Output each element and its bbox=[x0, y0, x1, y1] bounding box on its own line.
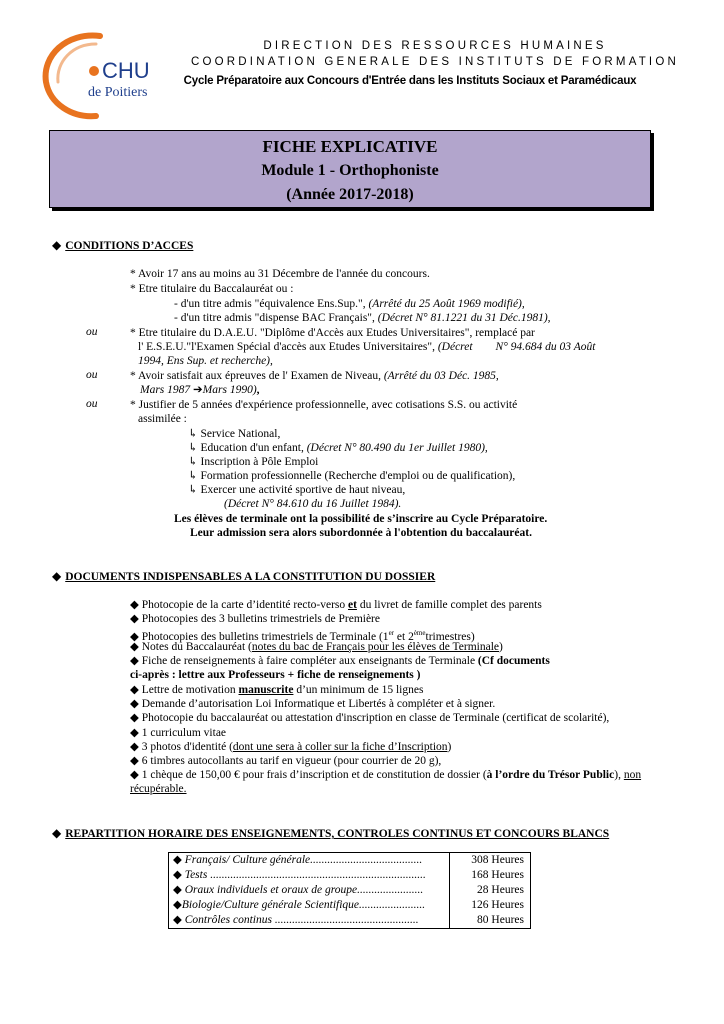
cond-line-5: * Etre titulaire du D.A.E.U. "Diplôme d'Accès aux Etudes Universitaires", remplacé par bbox=[130, 327, 535, 339]
hours-table bbox=[168, 852, 531, 929]
hand-arrow-icon: ↳ bbox=[188, 470, 201, 482]
diamond-bullet-icon: ◆ bbox=[52, 569, 62, 583]
subjects-cell bbox=[169, 853, 450, 929]
diamond-bullet-icon: ◆ bbox=[52, 826, 62, 840]
doc-item: ◆ Photocopies des 3 bulletins trimestriels de Première bbox=[130, 613, 380, 625]
doc-item: ◆ Photocopie de la carte d’identité recto-verso et du livret de famille complet des parents bbox=[130, 599, 542, 611]
subject-item: ◆ Français/ Culture générale....................................... bbox=[173, 854, 423, 866]
repartition-heading bbox=[52, 826, 609, 841]
cond-line-6: l' E.S.E.U."l'Examen Spécial d'accès aux Etudes Universitaires", (Décret N° 94.684 du 03 Août bbox=[138, 341, 596, 353]
cond-line-4: - d'un titre admis "dispense BAC Français", (Décret N° 81.1221 du 31 Déc.1981), bbox=[174, 312, 551, 324]
subject-item: ◆ Tests ........................................................................... bbox=[173, 869, 426, 881]
ou-label: ou bbox=[86, 398, 98, 410]
header-line-3: Cycle Préparatoire aux Concours d'Entrée dans les Instituts Sociaux et Paramédicaux bbox=[183, 75, 637, 87]
title-line-2: Module 1 - Orthophoniste bbox=[261, 162, 439, 179]
title-line-1: FICHE EXPLICATIVE bbox=[262, 137, 438, 156]
hours-value: 126 Heures bbox=[471, 899, 524, 911]
table-row bbox=[169, 853, 531, 929]
doc-item: ◆ Notes du Baccalauréat (notes du bac de Français pour les élèves de Terminale) bbox=[130, 641, 503, 653]
sub-item-decree: (Décret N° 84.610 du 16 Juillet 1984). bbox=[224, 498, 402, 510]
subject-item: ◆Biologie/Culture générale Scientifique....................... bbox=[173, 899, 426, 911]
sub-item: ↳ Service National, bbox=[188, 428, 281, 440]
cond-line-7: 1994, Ens Sup. et recherche), bbox=[138, 355, 273, 367]
sub-item: ↳ Exercer une activité sportive de haut niveau, bbox=[188, 484, 406, 496]
repartition-heading-label: REPARTITION HORAIRE DES ENSEIGNEMENTS, CONTROLES CONTINUS ET CONCOURS BLANCS bbox=[65, 828, 610, 840]
chu-logo-graphic bbox=[38, 30, 163, 120]
sub-item: ↳ Formation professionnelle (Recherche d'emploi ou de qualification), bbox=[188, 470, 516, 482]
doc-item: ◆ Photocopies des bulletins trimestriels de Terminale (1er et 2èmetrimestres) bbox=[130, 629, 475, 643]
hand-arrow-icon: ↳ bbox=[188, 456, 201, 468]
ou-label: ou bbox=[86, 369, 98, 381]
logo-main-text: CHU bbox=[102, 58, 150, 83]
subject-item: ◆ Oraux individuels et oraux de groupe....................... bbox=[173, 884, 424, 896]
hours-value: 308 Heures bbox=[471, 854, 524, 866]
chu-logo bbox=[38, 30, 163, 120]
hand-arrow-icon: ↳ bbox=[188, 484, 201, 496]
cond-line-10: * Justifier de 5 années d'expérience professionnelle, avec cotisations S.S. ou activité bbox=[130, 399, 518, 411]
hours-cell bbox=[450, 853, 531, 929]
logo-sub-text: de Poitiers bbox=[88, 85, 148, 100]
subject-item: ◆ Contrôles continus .................................................. bbox=[173, 914, 419, 926]
cond-line-3: - d'un titre admis "équivalence Ens.Sup.", (Arrêté du 25 Août 1969 modifié), bbox=[174, 298, 525, 310]
cond-line-2: * Etre titulaire du Baccalauréat ou : bbox=[130, 283, 294, 295]
cond-line-9: Mars 1987 ➔Mars 1990), bbox=[140, 384, 260, 396]
doc-item: ◆ Demande d’autorisation Loi Informatique et Libertés à compléter et à signer. bbox=[130, 698, 496, 710]
doc-item: ◆ 1 chèque de 150,00 € pour frais d’inscription et de constitution de dossier (à l’ordre du Trésor Public), non bbox=[130, 769, 642, 781]
hand-arrow-icon: ↳ bbox=[188, 442, 201, 454]
conditions-heading-label: CONDITIONS D’ACCES bbox=[65, 240, 194, 252]
documents-heading-label: DOCUMENTS INDISPENSABLES A LA CONSTITUTION DU DOSSIER bbox=[65, 571, 436, 583]
arrow-right-icon: ➔ bbox=[193, 384, 203, 396]
hand-arrow-icon: ↳ bbox=[188, 428, 201, 440]
doc-item: ◆ Lettre de motivation manuscrite d’un minimum de 15 lignes bbox=[130, 684, 424, 696]
doc-item: ◆ Photocopie du baccalauréat ou attestation d'inscription en classe de Terminale (certificat de scolarité), bbox=[130, 712, 610, 724]
diamond-bullet-icon: ◆ bbox=[52, 238, 62, 252]
cond-bold-1: Les élèves de terminale ont la possibilité de s’inscrire au Cycle Préparatoire. bbox=[174, 513, 548, 525]
doc-item: ◆ Fiche de renseignements à faire compléter aux enseignants de Terminale (Cf documents bbox=[130, 655, 550, 667]
doc-item-cont: ci-après : lettre aux Professeurs + fiche de renseignements ) bbox=[130, 669, 421, 681]
doc-item: ◆ 1 curriculum vitae bbox=[130, 727, 227, 739]
title-line-3: (Année 2017-2018) bbox=[286, 186, 414, 203]
conditions-heading bbox=[52, 238, 193, 253]
title-box bbox=[49, 130, 651, 208]
header-line-1: DIRECTION DES RESSOURCES HUMAINES bbox=[263, 40, 607, 52]
doc-item: ◆ 3 photos d'identité (dont une sera à coller sur la fiche d’Inscription) bbox=[130, 741, 452, 753]
cond-line-1: * Avoir 17 ans au moins au 31 Décembre de l'année du concours. bbox=[130, 268, 430, 280]
ou-label: ou bbox=[86, 326, 98, 338]
doc-item: ◆ 6 timbres autocollants au tarif en vigueur (pour courrier de 20 g), bbox=[130, 755, 442, 767]
hours-value: 80 Heures bbox=[477, 914, 524, 926]
sub-item: ↳ Inscription à Pôle Emploi bbox=[188, 456, 319, 468]
hours-value: 28 Heures bbox=[477, 884, 524, 896]
cond-bold-2: Leur admission sera alors subordonnée à l'obtention du baccalauréat. bbox=[190, 527, 532, 539]
cond-line-11: assimilée : bbox=[138, 413, 187, 425]
header-line-2: COORDINATION GENERALE DES INSTITUTS DE FORMATION bbox=[191, 56, 679, 68]
doc-item-cont: récupérable. bbox=[130, 783, 187, 795]
documents-heading bbox=[52, 569, 435, 584]
sub-item: ↳ Education d'un enfant, (Décret N° 80.490 du 1er Juillet 1980), bbox=[188, 442, 488, 454]
hours-value: 168 Heures bbox=[471, 869, 524, 881]
cond-line-8: * Avoir satisfait aux épreuves de l' Examen de Niveau, (Arrêté du 03 Déc. 1985, bbox=[130, 370, 499, 382]
